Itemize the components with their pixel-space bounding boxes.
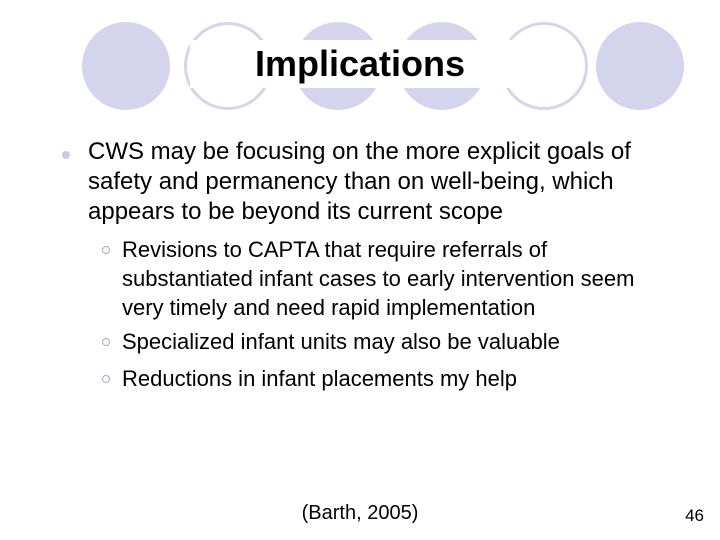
sub-bullet-text: Specialized infant units may also be valuable bbox=[122, 329, 560, 354]
decor-circle bbox=[82, 22, 170, 110]
decor-circle bbox=[596, 22, 684, 110]
sub-bullet-icon bbox=[102, 375, 110, 383]
bullet-icon bbox=[62, 151, 70, 159]
page-number: 46 bbox=[685, 506, 704, 525]
sub-bullet-icon bbox=[102, 338, 110, 346]
slide-title: Implications bbox=[190, 40, 530, 88]
sub-bullet-text: Reductions in infant placements my help bbox=[122, 366, 517, 391]
sub-bullet-text: Revisions to CAPTA that require referrals of substantiated infant cases to early intervention seem very timely and need rapid implementation bbox=[122, 237, 635, 320]
citation: (Barth, 2005) bbox=[301, 502, 419, 524]
bullet-text: CWS may be focusing on the more explicit goals of safety and permanency than on well-being, which appears to be beyond its current scope bbox=[88, 138, 631, 225]
sub-bullet-icon bbox=[102, 246, 110, 254]
